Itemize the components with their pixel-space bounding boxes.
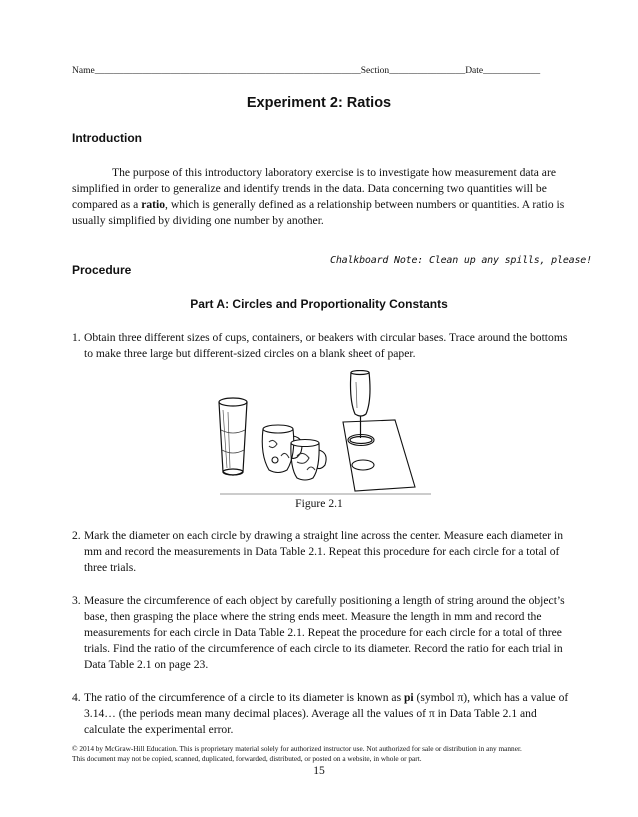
date-label: Date [465,66,484,76]
step-text: Measure the circumference of each object by carefully positioning a length of string around the object’s base, then grasping the place where the string ends meet. Measure the length in mm and record the measurements for each circle in Data Table 2.1. Repeat the procedure for each circle for a total of three trials. Find the ratio of the circumference of each circle to its diameter. Record the ratio for each trial in Data Table 2.1 on page 23. [84,594,565,671]
page-title: Experiment 2: Ratios [246,95,392,111]
pi-term: pi [403,691,414,704]
part-a-heading: Part A: Circles and Proportionality Constants [190,297,448,311]
name-blank: ________________________________________________________ [94,66,361,76]
procedure-step-1 [72,330,574,362]
copyright-footer [72,744,582,764]
intro-text-2: , which is generally defined as a relationship between numbers or quantities. A ratio is usually simplified by dividing one number by another. [72,198,565,227]
copyright-line-1: © 2014 by McGraw-Hill Education. This is proprietary material solely for authorized instructor use. Not authorized for sale or distribution in any manner. [72,744,522,753]
introduction-heading: Introduction [72,131,142,145]
step-text: Mark the diameter on each circle by drawing a straight line across the center. Measure each diameter in mm and record the measurements in Data Table 2.1. Repeat this procedure for each circle for a total of three trials. [84,529,564,574]
step-number: 3. [72,594,81,607]
step-text [84,690,574,738]
figure-caption: Figure 2.1 [295,497,343,510]
step-text: Obtain three different sizes of cups, containers, or beakers with circular bases. Trace around the bottoms to make three large but different-sized circles on a blank sheet of paper. [84,331,568,360]
step-number: 1. [72,331,81,344]
chalkboard-note: Chalkboard Note: Clean up any spills, please! [330,255,592,266]
procedure-step-3 [72,593,574,673]
section-label: Section [360,66,390,76]
step-4-text-1: The ratio of the circumference of a circle to its diameter is known as [84,691,404,704]
tall-glass-drawing [219,398,247,475]
procedure-step-4 [72,690,574,738]
section-blank: ________________ [389,66,466,76]
copyright-line-2: This document may not be copied, scanned, duplicated, forwarded, distributed, or posted on a website, in whole or part. [72,754,422,763]
introduction-paragraph [72,165,572,229]
ratio-term: ratio [141,198,166,211]
date-blank: ____________ [483,66,541,76]
name-label: Name [72,66,95,76]
step-4-text-2: (symbol π), which has a value of 3.14… (the periods mean many decimal places). Average all the values of π in Data Table 2.1 and calculate the experimental error. [84,691,569,736]
step-number: 4. [72,691,81,704]
patterned-cup-drawing [291,440,326,481]
procedure-heading: Procedure [72,263,132,277]
figure-cups-and-glass-illustration [215,370,435,498]
intro-text-1: The purpose of this introductory laboratory exercise is to investigate how measurement data are simplified in order to generalize and identify trends in the data. Data concerning two quantities will be compared as a [72,166,556,211]
step-number: 2. [72,529,81,542]
page-number: 15 [313,764,325,777]
procedure-step-2 [72,528,574,576]
mug-drawing [262,425,302,473]
paper-sheet-drawing [343,420,415,491]
header-fields [72,66,540,76]
